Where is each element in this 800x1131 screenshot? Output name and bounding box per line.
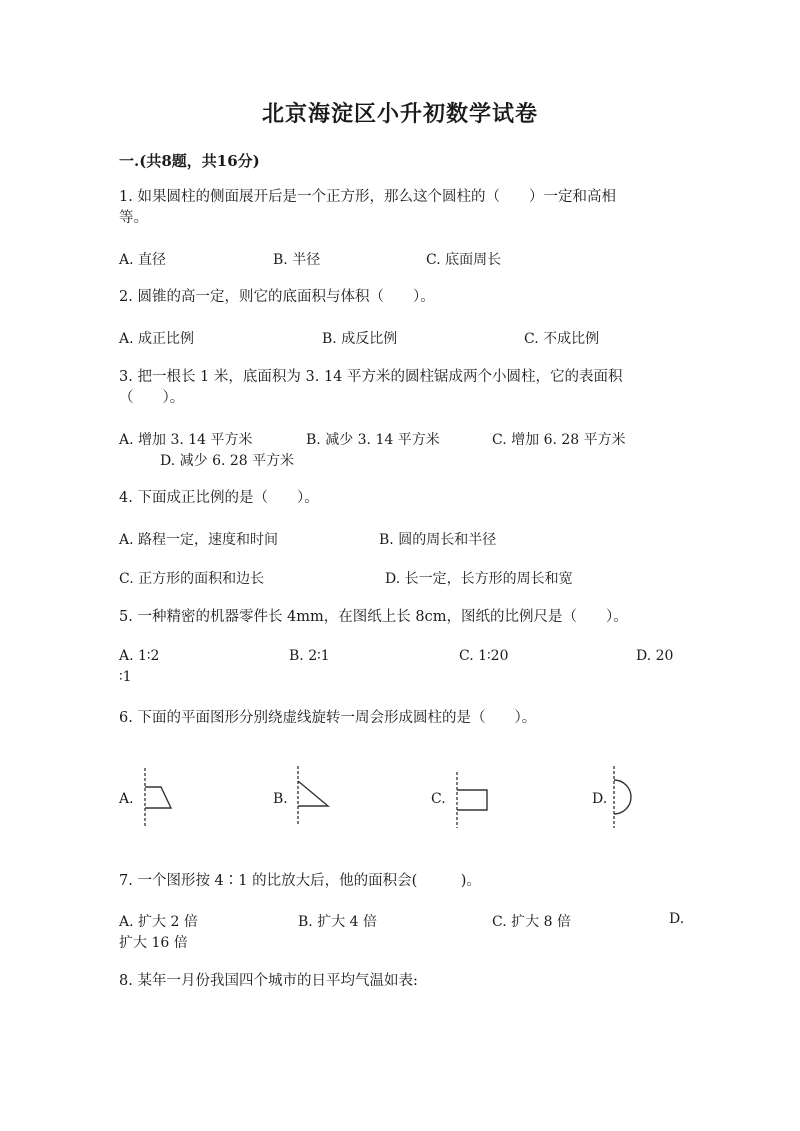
question-2-option-b[interactable]: B. 成反比例 <box>322 331 398 347</box>
question-5-option-d[interactable]: D. 20 <box>636 648 674 664</box>
right-triangle-figure <box>292 764 334 828</box>
question-3-option-a[interactable]: A. 增加 3. 14 平方米 <box>119 432 253 448</box>
question-6-option-d[interactable]: D. <box>592 791 608 807</box>
question-7-option-d[interactable]: D. <box>669 911 685 927</box>
question-6-option-b[interactable]: B. <box>273 791 288 807</box>
question-6-option-a[interactable]: A. <box>119 791 134 807</box>
question-3-option-b[interactable]: B. 减少 3. 14 平方米 <box>306 432 440 448</box>
question-5-option-d-cont: ∶1 <box>119 669 132 685</box>
question-2-option-a[interactable]: A. 成正比例 <box>119 331 195 347</box>
question-1-option-a[interactable]: A. 直径 <box>119 252 167 268</box>
question-7-option-c[interactable]: C. 扩大 8 倍 <box>492 914 571 930</box>
trapezoid-figure <box>138 766 178 828</box>
question-7-text: 7. 一个图形按 4∶1 的比放大后，他的面积会( )。 <box>119 873 481 889</box>
question-3-text-cont: （ ）。 <box>119 390 185 406</box>
rectangle-figure <box>452 770 492 830</box>
question-5-option-a[interactable]: A. 1∶2 <box>119 648 160 664</box>
question-1-text-cont: 等。 <box>119 210 148 226</box>
question-2-text: 2. 圆锥的高一定，则它的底面积与体积（ ）。 <box>119 289 435 305</box>
question-1-option-c[interactable]: C. 底面周长 <box>426 252 502 268</box>
page-title: 北京海淀区小升初数学试卷 <box>261 101 538 127</box>
question-4-option-a[interactable]: A. 路程一定，速度和时间 <box>119 532 279 548</box>
question-7-option-d-cont: 扩大 16 倍 <box>119 935 188 951</box>
question-1-text: 1. 如果圆柱的侧面展开后是一个正方形，那么这个圆柱的（ ）一定和高相 <box>119 189 616 205</box>
question-4-text: 4. 下面成正比例的是（ ）。 <box>119 490 319 506</box>
question-5-option-b[interactable]: B. 2∶1 <box>289 648 330 664</box>
question-1-option-b[interactable]: B. 半径 <box>273 252 321 268</box>
question-6-option-c[interactable]: C. <box>431 791 446 807</box>
question-3-option-c[interactable]: C. 增加 6. 28 平方米 <box>492 432 626 448</box>
question-4-option-d[interactable]: D. 长一定，长方形的周长和宽 <box>385 571 573 587</box>
question-3-option-d[interactable]: D. 减少 6. 28 平方米 <box>160 453 295 469</box>
semicircle-figure <box>608 764 648 830</box>
question-2-option-c[interactable]: C. 不成比例 <box>524 331 600 347</box>
question-7-option-b[interactable]: B. 扩大 4 倍 <box>298 914 377 930</box>
question-3-text: 3. 把一根长 1 米，底面积为 3. 14 平方米的圆柱锯成两个小圆柱，它的表面积 <box>119 369 623 385</box>
question-4-option-b[interactable]: B. 圆的周长和半径 <box>379 532 497 548</box>
question-7-option-a[interactable]: A. 扩大 2 倍 <box>119 914 198 930</box>
question-8-text: 8. 某年一月份我国四个城市的日平均气温如表: <box>119 973 418 989</box>
question-5-option-c[interactable]: C. 1∶20 <box>459 648 509 664</box>
question-6-text: 6. 下面的平面图形分别绕虚线旋转一周会形成圆柱的是（ ）。 <box>119 710 537 726</box>
section-heading: 一.(共8题，共16分) <box>119 152 260 170</box>
question-4-option-c[interactable]: C. 正方形的面积和边长 <box>119 571 265 587</box>
question-5-text: 5. 一种精密的机器零件长 4mm，在图纸上长 8cm，图纸的比例尺是（ ）。 <box>119 609 628 625</box>
